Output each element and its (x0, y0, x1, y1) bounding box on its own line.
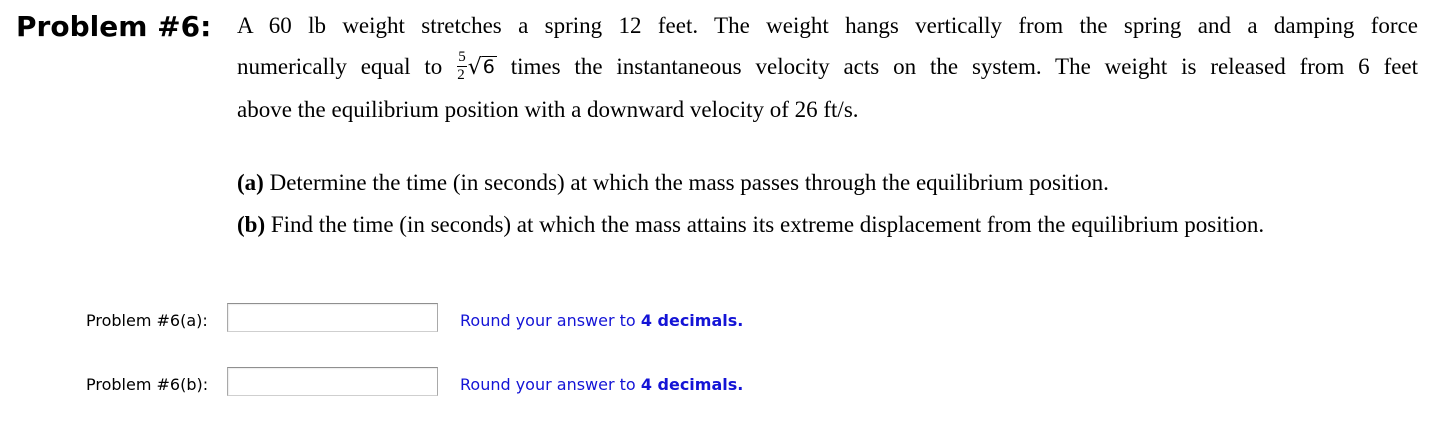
statement-line-3: above the equilibrium position with a downward velocity of 26 ft/s. (237, 97, 859, 122)
square-root-argument: 6 (482, 55, 495, 78)
answer-input-b[interactable] (227, 367, 438, 396)
statement-line-2 (237, 49, 1419, 85)
hint-decimals-a: 4 decimals. (640, 311, 744, 330)
answer-label-a: Problem #6(a): (86, 311, 208, 330)
answer-row-a (86, 303, 846, 337)
rounding-hint-a (460, 311, 743, 330)
part-a-tag: (a) (237, 170, 264, 195)
part-b-tag: (b) (237, 212, 266, 237)
part-a-text: Determine the time (in seconds) at which the mass passes through the equilibrium position. (269, 170, 1109, 195)
fraction-numerator: 5 (458, 49, 466, 65)
hint-text-b: Round your answer to (460, 375, 636, 394)
radical-icon: √ (467, 54, 482, 80)
rounding-hint-b (460, 375, 743, 394)
hint-decimals-b: 4 decimals. (640, 375, 744, 394)
part-a (237, 170, 1109, 196)
statement-line-1: A 60 lb weight stretches a spring 12 feet. The weight hangs vertically from the spring and a damping force (237, 13, 1418, 38)
answer-row-b (86, 367, 846, 401)
statement-line-2-end: times the instantaneous velocity acts on the system. The weight is released from 6 feet (510, 53, 1419, 79)
answer-input-a[interactable] (227, 303, 438, 332)
problem-title: Problem #6: (16, 10, 212, 43)
fraction-denominator: 2 (457, 67, 465, 83)
hint-text-a: Round your answer to (460, 311, 636, 330)
fraction (457, 50, 467, 83)
statement-line-2-start: numerically equal to (237, 53, 443, 79)
part-b-text: Find the time (in seconds) at which the mass attains its extreme displacement from the equilibrium position. (270, 212, 1265, 237)
part-b (237, 212, 1264, 238)
answer-label-b: Problem #6(b): (86, 375, 209, 394)
square-root (468, 56, 497, 79)
